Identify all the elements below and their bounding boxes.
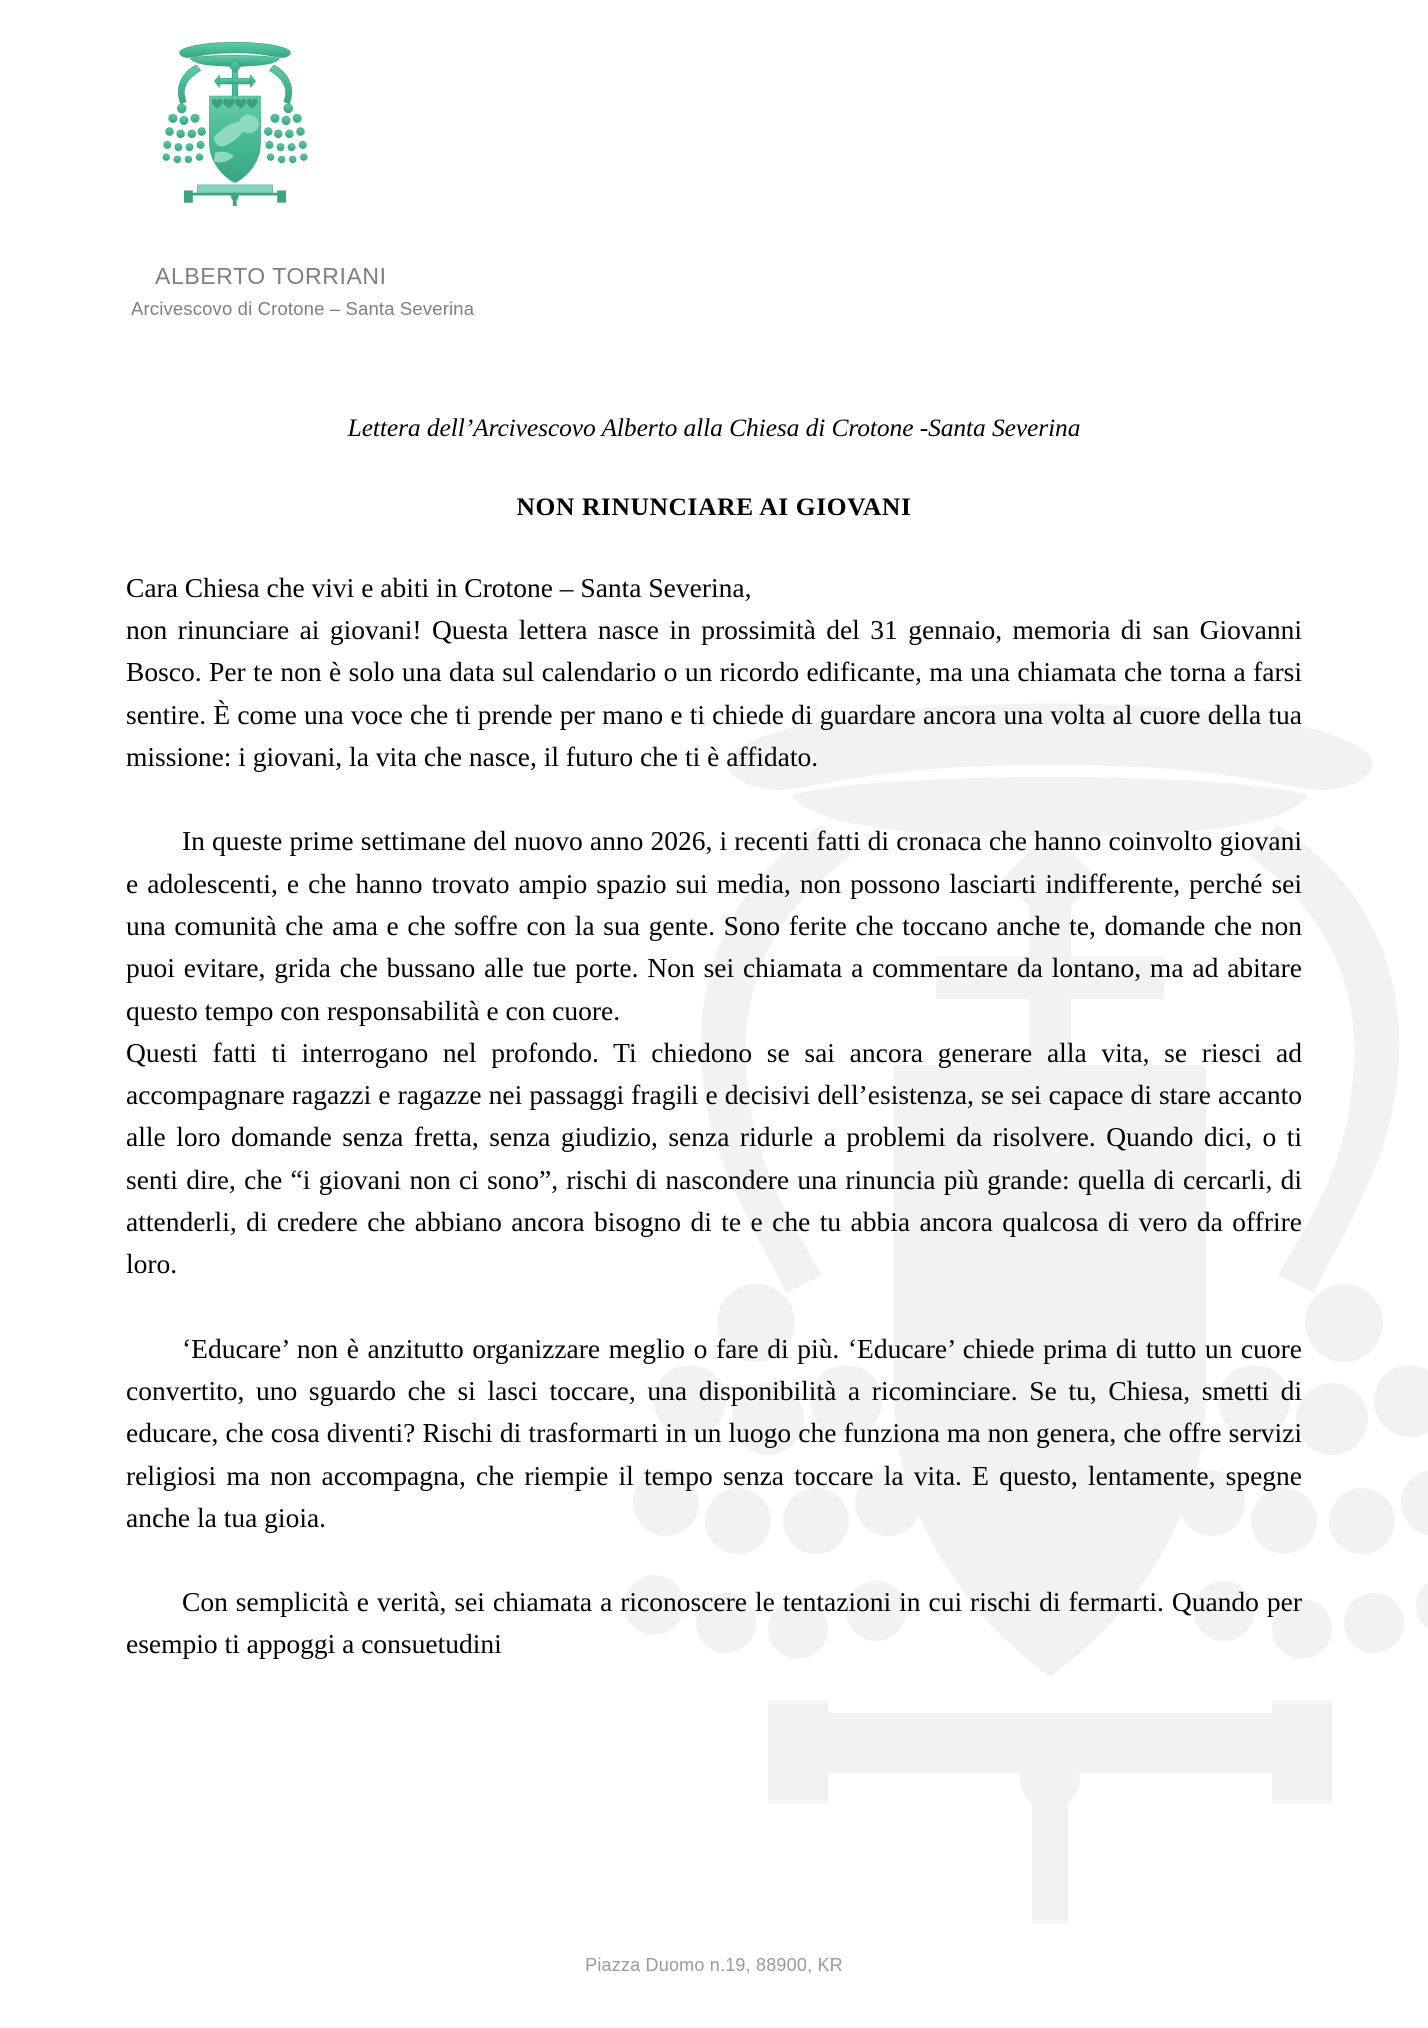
footer-address: Piazza Duomo n.19, 88900, KR [585, 1955, 843, 1975]
letterhead-name: ALBERTO TORRIANI [155, 263, 387, 289]
paragraph-opening: non rinunciare ai giovani! Questa lettera nasce in prossimità del 31 gennaio, memoria di san Giovanni Bosco. Per te non è solo una data sul calendario o un ricordo edificante, ma una chiamata che torna a farsi sentire. È come una voce che ti prende per mano e ti chiede di guardare ancora una volta al cuore della tua missione: i giovani, la vita che nasce, il futuro che ti è affidato. [126, 614, 1302, 773]
page-footer [0, 1955, 1428, 1976]
letter-body [126, 412, 1302, 1666]
paragraph-tentazioni: Con semplicità e verità, sei chiamata a riconoscere le tentazioni in cui rischi di fermarti. Quando per esempio ti appoggi a consuetudini [126, 1586, 1302, 1660]
letter-subtitle: Lettera dell’Arcivescovo Alberto alla Chiesa di Crotone -Santa Severina [347, 413, 1081, 442]
paragraph-educare: ‘Educare’ non è anzitutto organizzare meglio o fare di più. ‘Educare’ chiede prima di tutto un cuore convertito, uno sguardo che si lasci toccare, una disponibilità a ricominciare. Se tu, Chiesa, smetti di educare, che cosa diventi? Rischi di trasformarti in un luogo che funziona ma non genera, che offre servizi religiosi ma non accompagna, che riempie il tempo senza toccare la vita. E questo, lentamente, spegne anche la tua gioia. [126, 1332, 1302, 1533]
letterhead-role: Arcivescovo di Crotone – Santa Severina [131, 298, 475, 320]
paragraph-salutation: Cara Chiesa che vivi e abiti in Crotone – Santa Severina, [126, 571, 752, 603]
letterhead-identity [0, 262, 1428, 321]
episcopal-coat-of-arms-icon [150, 34, 320, 206]
letter-title: NON RINUNCIARE AI GIOVANI [516, 491, 912, 521]
paragraph-cronaca: In queste prime settimane del nuovo anno 2026, i recenti fatti di cronaca che hanno coinvolto giovani e adolescenti, e che hanno trovato ampio spazio sui media, non possono lasciarti indifferente, perché sei una comunità che ama e che soffre con la sua gente. Sono ferite che toccano anche te, domande che non puoi evitare, grida che bussano alle tue porte. Non sei chiamata a commentare da lontano, ma ad abitare questo tempo con responsabilità e con cuore. [126, 825, 1302, 1026]
paragraph-interrogativi: Questi fatti ti interrogano nel profondo. Ti chiedono se sai ancora generare alla vita, se riesci ad accompagnare ragazzi e ragazze nei passaggi fragili e decisivi dell’esistenza, se sei capace di stare accanto alle loro domande senza fretta, senza giudizio, senza ridurle a problemi da risolvere. Quando dici, o ti senti dire, che “i giovani non ci sono”, rischi di nascondere una rinuncia più grande: quella di cercarli, di attenderli, di credere che abbiano ancora bisogno di te e che tu abbia ancora qualcosa di vero da offrire loro. [126, 1036, 1302, 1280]
